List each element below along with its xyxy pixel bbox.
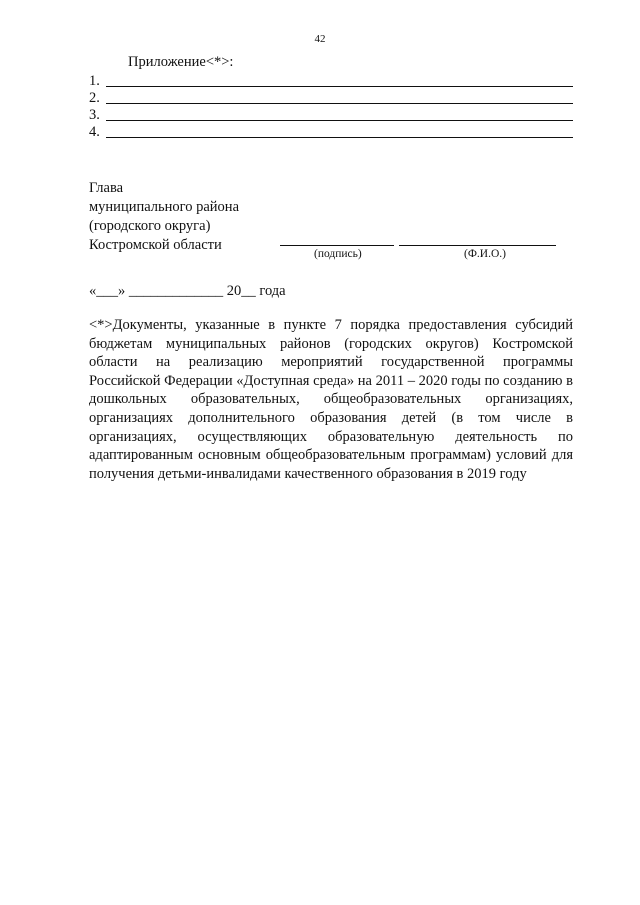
attachment-item-line xyxy=(106,103,573,104)
attachment-title: Приложение<*>: xyxy=(128,54,234,70)
head-district: муниципального района xyxy=(89,199,239,215)
attachment-item-number: 1. xyxy=(89,73,100,89)
attachment-item xyxy=(89,107,573,124)
head-district-alt: (городского округа) xyxy=(89,218,211,234)
attachment-item-line xyxy=(106,86,573,87)
full-name-label: (Ф.И.О.) xyxy=(464,248,506,260)
signature-label: (подпись) xyxy=(314,248,362,260)
attachment-item xyxy=(89,73,573,90)
attachment-item-line xyxy=(106,137,573,138)
attachment-item xyxy=(89,124,573,141)
attachment-item-line xyxy=(106,120,573,121)
head-title: Глава xyxy=(89,180,124,196)
date-line: «___» _____________ 20__ года xyxy=(89,283,286,299)
footnote: <*>Документы, указанные в пункте 7 порядка предоставления субсидий бюджетам муниципальных районов (городских округов) Костромской области на реализацию мероприятий государственной программы Российской Федерации «Доступная среда» на 2011 – 2020 годы по созданию в дошкольных образовательных, общеобразовательных организациях, организациях дополнительного образования детей (в том числе в организациях, осуществляющих образовательную деятельность по адаптированным основным общеобразовательным программам) условий для получения детьми-инвалидами качественного образования в 2019 году xyxy=(89,317,573,482)
attachment-item-number: 2. xyxy=(89,90,100,106)
attachment-item xyxy=(89,90,573,107)
page-number: 42 xyxy=(314,33,326,45)
head-of-district-block xyxy=(89,179,239,255)
attachment-item-number: 3. xyxy=(89,107,100,123)
attachment-item-number: 4. xyxy=(89,124,100,140)
full-name-line xyxy=(399,245,556,246)
signature-line xyxy=(280,245,394,246)
head-region: Костромской области xyxy=(89,237,222,253)
